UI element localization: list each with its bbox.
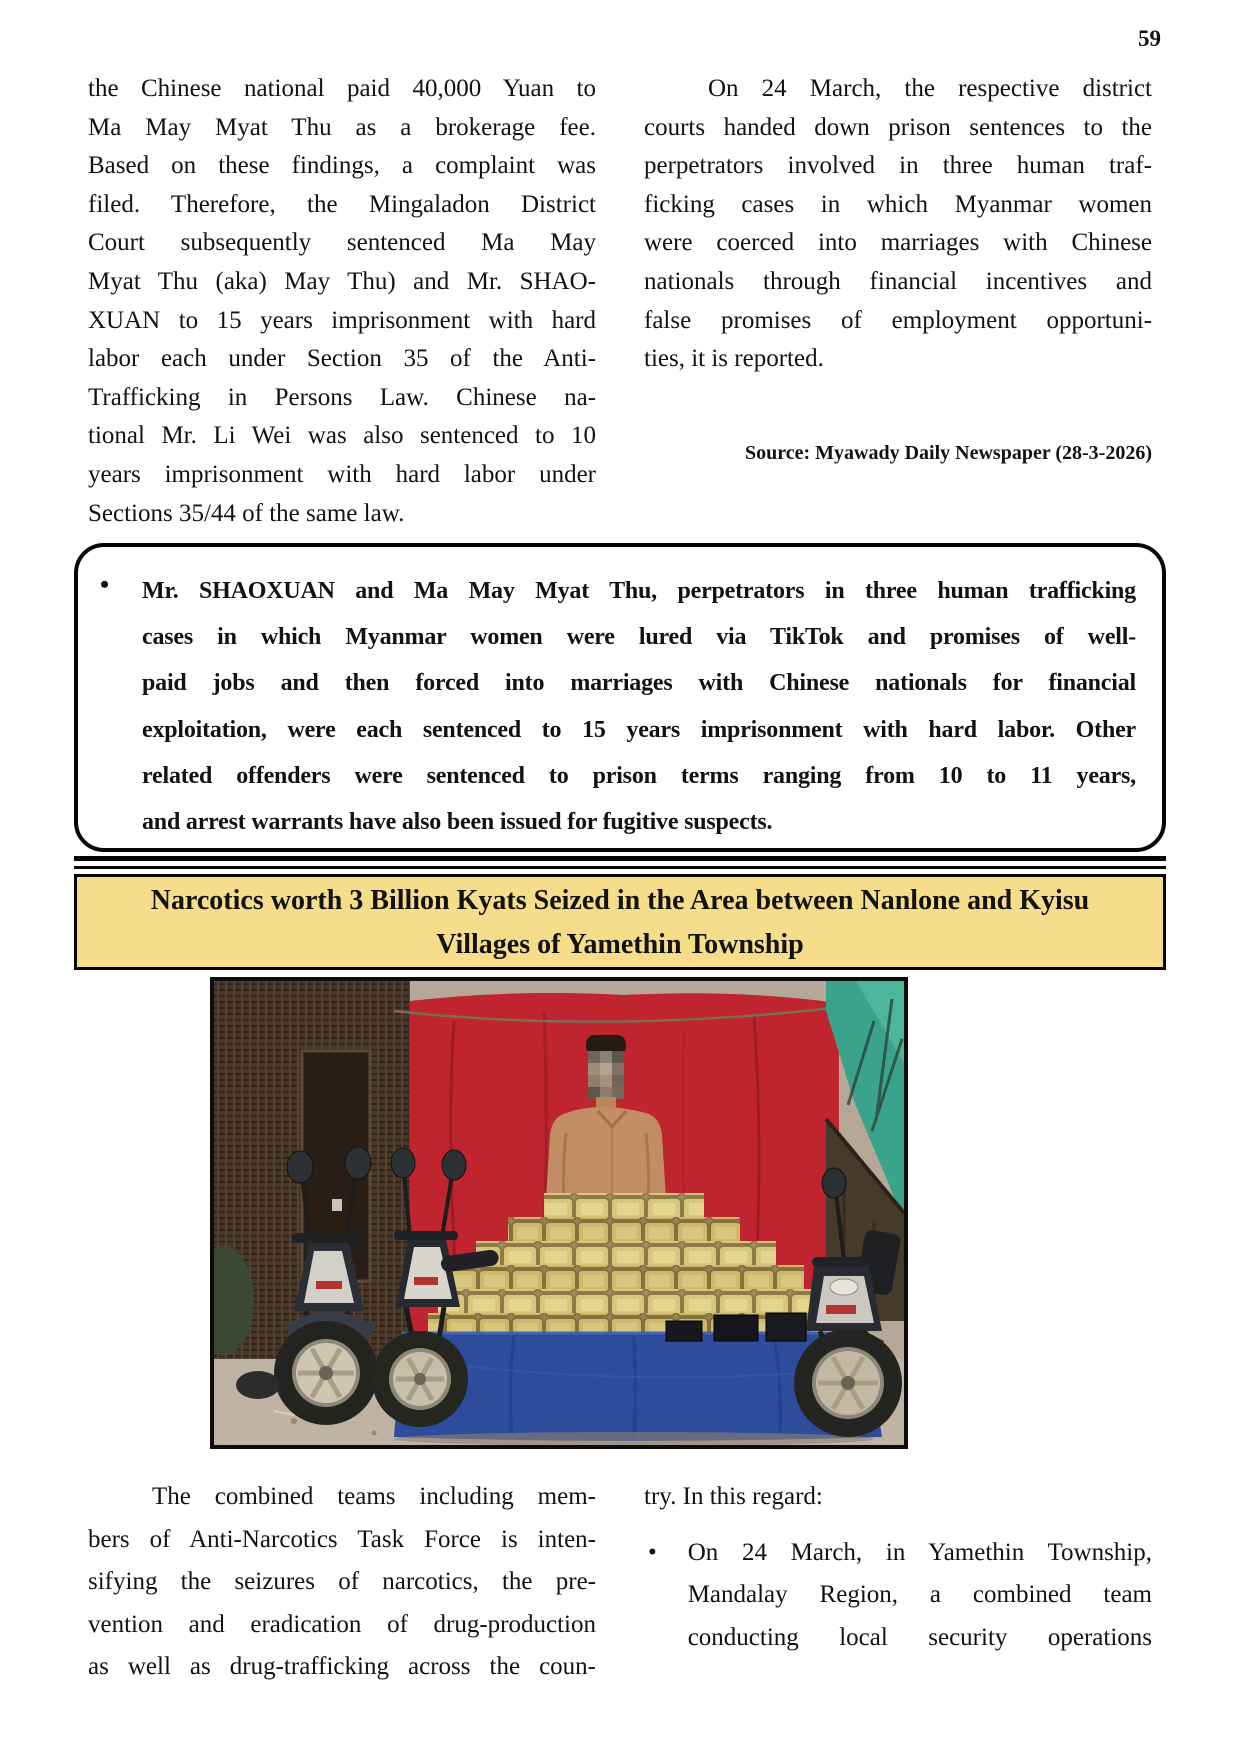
- text-line: related offenders were sentenced to prison terms ranging from 10 to 11 years,: [142, 762, 1136, 789]
- text-line: tional Mr. Li Wei was also sentenced to 10: [88, 422, 596, 450]
- text-line: vention and eradication of drug-production: [88, 1610, 596, 1638]
- text-line: courts handed down prison sentences to the: [644, 113, 1152, 141]
- text-line: Trafficking in Persons Law. Chinese na-: [88, 383, 596, 411]
- callout-text: [142, 568, 1136, 838]
- separator-rule-thin: [74, 866, 1166, 869]
- text-line: perpetrators involved in three human traf-: [644, 152, 1152, 180]
- text-line: conducting local security operations: [687, 1623, 1152, 1651]
- bullet-icon: •: [100, 570, 110, 599]
- text-line: years imprisonment with hard labor under: [88, 460, 596, 488]
- text-line: Ma May Myat Thu as a brokerage fee.: [88, 113, 596, 141]
- text-line: as well as drug-trafficking across the coun-: [88, 1653, 596, 1680]
- text-line: Sections 35/44 of the same law.: [88, 499, 405, 527]
- text-line: and arrest warrants have also been issued for fugitive suspects.: [142, 809, 773, 836]
- text-line: Court subsequently sentenced Ma May: [88, 229, 596, 257]
- article-bottom-left-column: [88, 1476, 596, 1689]
- article-top-right-column: [644, 70, 1152, 533]
- text-line: On 24 March, in Yamethin Township,: [687, 1538, 1152, 1566]
- bullet-item-text: [688, 1532, 1152, 1660]
- headline-line-1: Narcotics worth 3 Billion Kyats Seized in the Area between Nanlone and Kyisu: [150, 885, 1090, 916]
- headline-line-2: Villages of Yamethin Township: [436, 929, 804, 960]
- text-line: Myat Thu (aka) May Thu) and Mr. SHAO-: [88, 267, 596, 295]
- seizure-photo: [210, 977, 908, 1449]
- text-line: XUAN to 15 years imprisonment with hard: [88, 306, 596, 334]
- bullet-list-item: [644, 1532, 1152, 1660]
- text-line: labor each under Section 35 of the Anti-: [88, 345, 596, 373]
- text-line: false promises of employment opportuni-: [644, 306, 1152, 334]
- article-top-left-column: [88, 70, 596, 533]
- source-attribution: Source: Myawady Daily Newspaper (28-3-2026): [744, 441, 1152, 464]
- text-line: bers of Anti-Narcotics Task Force is inten-: [88, 1525, 596, 1553]
- text-line: were coerced into marriages with Chinese: [644, 229, 1152, 257]
- text-line: paid jobs and then forced into marriages with Chinese nationals for financial: [142, 670, 1136, 697]
- text-line: exploitation, were each sentenced to 15 years imprisonment with hard labor. Other: [142, 716, 1136, 743]
- text-line: the Chinese national paid 40,000 Yuan to: [88, 75, 596, 102]
- text-line: Mandalay Region, a combined team: [687, 1581, 1152, 1608]
- text-line: filed. Therefore, the Mingaladon District: [88, 190, 596, 218]
- text-line: cases in which Myanmar women were lured via TikTok and promises of well-: [142, 624, 1136, 651]
- summary-callout-box: [74, 543, 1166, 852]
- text-line: nationals through financial incentives and: [644, 267, 1152, 295]
- article-top: [88, 70, 1152, 533]
- text-line: sifying the seizures of narcotics, the pre-: [88, 1568, 596, 1595]
- article-bottom-right-column: [644, 1476, 1152, 1689]
- seizure-photo-graphic: [214, 981, 904, 1445]
- text-line: The combined teams including mem-: [152, 1483, 596, 1510]
- text-line: ties, it is reported.: [644, 345, 824, 373]
- ground-items: [236, 1371, 280, 1399]
- text-line: On 24 March, the respective district: [708, 75, 1152, 102]
- section-headline-banner: [74, 874, 1166, 970]
- text-line: Mr. SHAOXUAN and Ma May Myat Thu, perpetrators in three human trafficking: [142, 578, 1136, 604]
- continuation-line: try. In this regard:: [644, 1483, 823, 1510]
- article-top-right-text: [644, 70, 1152, 379]
- bullet-icon: •: [648, 1538, 657, 1566]
- blurred-face: [588, 1051, 624, 1099]
- page-number: 59: [1138, 26, 1161, 51]
- article-bottom: [88, 1476, 1152, 1689]
- text-line: Based on these findings, a complaint was: [88, 152, 596, 180]
- text-line: ficking cases in which Myanmar women: [644, 190, 1152, 218]
- separator-rule-thick: [74, 856, 1166, 861]
